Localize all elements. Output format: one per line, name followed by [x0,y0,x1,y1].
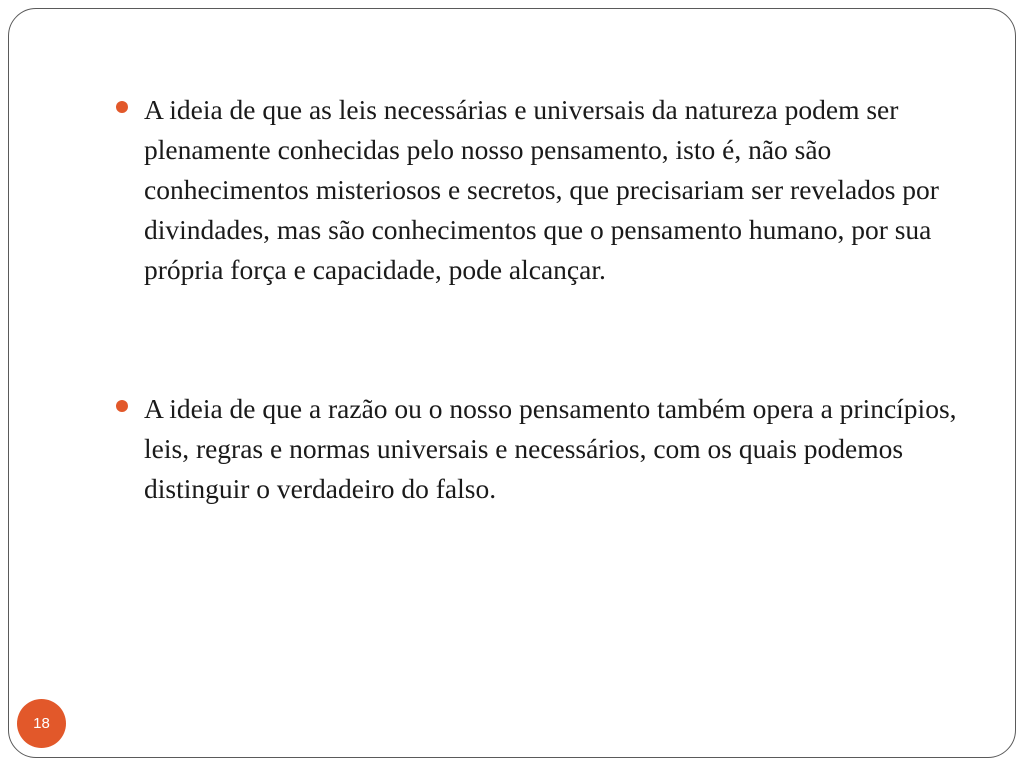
bullet-text: A ideia de que as leis necessárias e universais da natureza podem ser plenamente conhecidas pelo nosso pensamento, isto é, não são conhecimentos misteriosos e secretos, que precisariam ser revelados por divindades, mas são conhecimentos que o pensamento humano, por sua própria força e capacidade, pode alcançar. [144,94,939,285]
bullet-dot-icon [116,101,128,113]
page-number-badge: 18 [17,699,66,748]
bullet-item [116,90,966,290]
bullet-text: A ideia de que a razão ou o nosso pensamento também opera a princípios, leis, regras e normas universais e necessários, com os quais podemos distinguir o verdadeiro do falso. [144,393,957,504]
bullet-item [116,389,966,509]
bullet-dot-icon [116,400,128,412]
